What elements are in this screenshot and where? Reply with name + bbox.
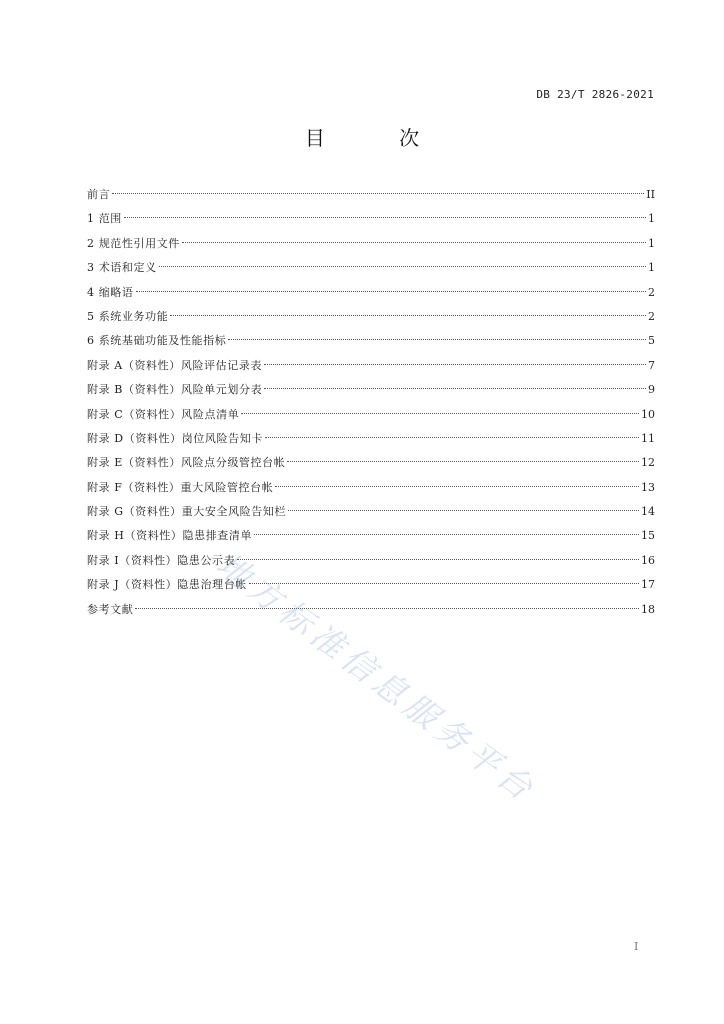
toc-entry[interactable] [87, 598, 655, 622]
toc-entry-label: 参考文献 [87, 602, 134, 616]
toc-entry[interactable] [87, 378, 655, 402]
toc-entry[interactable] [87, 476, 655, 500]
toc-entry-label: 3 术语和定义 [87, 261, 157, 275]
watermark: 地方标准信息服务平台 [209, 544, 545, 811]
toc-entry[interactable] [87, 183, 655, 207]
toc-entry-page: 14 [641, 505, 655, 519]
toc-entry-label: 附录 D（资料性）岗位风险告知卡 [87, 431, 263, 445]
toc-entry-label: 附录 H（资料性）隐患排查清单 [87, 529, 253, 543]
toc-entry-page: 13 [641, 480, 655, 494]
toc-dot-leader [159, 266, 646, 267]
toc-entry-page: 18 [641, 602, 655, 616]
toc-entry-page: 1 [648, 261, 655, 275]
toc-entry-label: 附录 C（资料性）风险点清单 [87, 407, 240, 421]
toc-entry-page: 7 [648, 358, 655, 372]
toc-dot-leader [124, 217, 646, 218]
toc-entry-label: 6 系统基础功能及性能指标 [87, 334, 227, 348]
toc-dot-leader [254, 534, 639, 535]
page-title: 目 次 [304, 126, 454, 150]
toc-dot-leader [135, 608, 639, 609]
toc-entry[interactable] [87, 281, 655, 305]
toc-entry-label: 1 范围 [87, 212, 122, 226]
toc-entry[interactable] [87, 451, 655, 475]
toc-entry[interactable] [87, 427, 655, 451]
document-code: DB 23/T 2826-2021 [536, 88, 654, 101]
toc-entry-label: 5 系统业务功能 [87, 309, 169, 323]
page-number: I [634, 940, 639, 953]
toc-entry-page: 16 [641, 553, 655, 567]
toc-entry-label: 附录 G（资料性）重大安全风险告知栏 [87, 505, 287, 519]
toc-dot-leader [241, 413, 639, 414]
toc-entry[interactable] [87, 549, 655, 573]
toc-entry-label: 附录 I（资料性）隐患公示表 [87, 553, 236, 567]
toc-dot-leader [265, 437, 639, 438]
toc-entry-page: 2 [648, 309, 655, 323]
toc-entry-label: 附录 B（资料性）风险单元划分表 [87, 383, 263, 397]
toc-entry-page: 17 [641, 578, 655, 592]
toc-dot-leader [170, 315, 646, 316]
toc-entry-page: 1 [648, 236, 655, 250]
toc-dot-leader [112, 193, 644, 194]
toc-entry-label: 附录 J（资料性）隐患治理台帐 [87, 578, 247, 592]
toc-dot-leader [264, 364, 646, 365]
toc-entry-label: 附录 F（资料性）重大风险管控台帐 [87, 480, 274, 494]
toc-dot-leader [264, 388, 646, 389]
toc-entry-label: 前言 [87, 188, 111, 201]
toc-dot-leader [237, 559, 639, 560]
toc-entry-page: 2 [648, 285, 655, 299]
toc-entry[interactable] [87, 207, 655, 231]
toc-dot-leader [182, 242, 646, 243]
toc-entry[interactable] [87, 403, 655, 427]
toc-entry[interactable] [87, 354, 655, 378]
toc-entry-page: 9 [648, 383, 655, 397]
toc-entry-page: 15 [641, 529, 655, 543]
toc-entry-page: 11 [641, 431, 655, 445]
toc-dot-leader [228, 339, 646, 340]
toc-entry[interactable] [87, 329, 655, 353]
toc-entry[interactable] [87, 524, 655, 548]
toc-entry-page: 10 [641, 407, 655, 421]
toc-entry-page: 5 [648, 334, 655, 348]
toc-entry[interactable] [87, 232, 655, 256]
toc-entry[interactable] [87, 500, 655, 524]
toc-entry[interactable] [87, 573, 655, 597]
toc-dot-leader [249, 583, 639, 584]
toc-dot-leader [275, 486, 639, 487]
toc-entry-page: II [646, 188, 655, 201]
toc-entry-label: 附录 E（资料性）风险点分级管控台帐 [87, 456, 286, 470]
toc-entry-page: 12 [641, 456, 655, 470]
toc-entry-label: 4 缩略语 [87, 285, 134, 299]
toc-entry-label: 2 规范性引用文件 [87, 236, 180, 250]
table-of-contents [87, 183, 655, 622]
toc-entry-page: 1 [648, 212, 655, 226]
toc-dot-leader [288, 510, 639, 511]
toc-dot-leader [287, 461, 639, 462]
toc-dot-leader [136, 291, 647, 292]
toc-entry[interactable] [87, 256, 655, 280]
toc-entry-label: 附录 A（资料性）风险评估记录表 [87, 358, 263, 372]
toc-entry[interactable] [87, 305, 655, 329]
